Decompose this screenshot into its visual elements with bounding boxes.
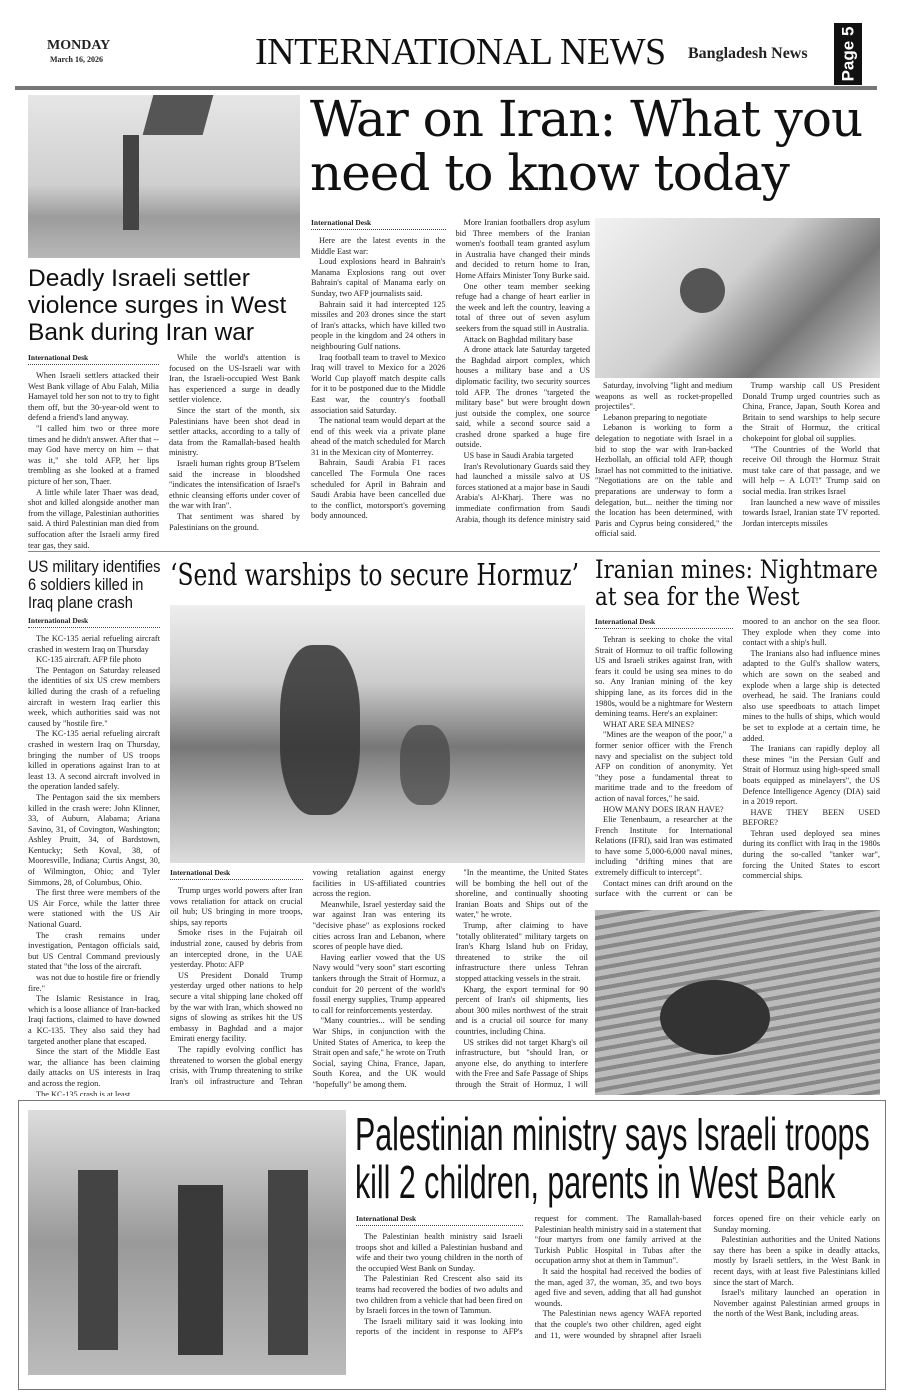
article-paragraph: KC-135 aircraft. AFP file photo	[36, 655, 142, 665]
article-paragraph: WHAT ARE SEA MINES?	[603, 719, 694, 729]
byline: International Desk	[28, 616, 160, 628]
article-paragraph: That sentiment was shared by Palestinians on the ground.	[169, 511, 300, 532]
article-paragraph: The Iranians can rapidly deploy all these mines "in the Persian Gulf and Strait of Hormuz using high-speed small boats equipped as minelayers", the US Defence Intelligence Agency (DIA) said in a 2019 report.	[742, 744, 880, 807]
article-paragraph: Tehran used deployed sea mines during its conflict with Iraq in the 1980s during the so-called "tanker war", forcing the United States to escort commercial ships.	[742, 828, 880, 881]
issue-date: March 16, 2026	[50, 55, 103, 64]
article-paragraph: Iraq football team to travel to Mexico Iraq will travel to Mexico for a 2026 World Cup playoff match despite calls for it to be postponed due to the Middle East war, the country's football association said Saturday.	[311, 352, 446, 415]
article-paragraph: Trump, after claiming to have "totally obliterated" military targets on Iran's Kharg Island hub on Friday, threatened to strike the oil infrastructure there unless Tehran stopped attacking vessels in the strait.	[455, 920, 588, 983]
article-paragraph: was not due to hostile fire or friendly fire."	[28, 973, 160, 993]
section-title: INTERNATIONAL NEWS	[255, 31, 666, 73]
article-paragraph: The first three were members of the US Air Force, while the latter three were stationed with the US Air National Guard.	[28, 888, 160, 930]
article-paragraph: Attack on Baghdad military base	[463, 334, 573, 344]
newspaper-brand: Bangladesh News	[688, 45, 808, 62]
article-paragraph: The Israeli military said it was looking into reports of the incident in response to AFP's request for comment. The Ramallah-based Palestinian health ministry said in a statement that "four martyrs from one family arrived at the Turkish Public Hospital in Tubas after the occupation army shot at them in Tammun".	[356, 1214, 702, 1337]
article-paragraph: The KC-135 crash is at least.	[36, 1089, 133, 1096]
article-paragraph: Trump urges world powers after Iran vows retaliation for attack on crucial oil hub; US bringing in more troops, ships, say reports	[170, 886, 303, 927]
article-paragraph: Bahrain said it had intercepted 125 missiles and 203 drones since the start of Iran's attacks, which have killed two people in the kingdom and 24 others in neighbouring Gulf nations.	[311, 299, 446, 351]
sea-mine-shape	[660, 980, 770, 1055]
article-paragraph: Since the start of the Middle East war, the alliance has been claiming daily attacks on US interests in Iraq and across the region.	[28, 1047, 160, 1088]
article-paragraph: The national team would depart at the end of this week via a private plane ahead of the match scheduled for March 31 in the Mexican city of Monterrey.	[311, 416, 446, 457]
palestine-headline: Palestinian ministry says Israeli troops kill 2 children, parents in West Bank	[355, 1108, 870, 1208]
byline: International Desk	[595, 617, 733, 629]
hormuz-article-body	[170, 868, 588, 1096]
article-paragraph: "The Countries of the World that receive Oil through the Hormuz Strait must take care of that passage, and we will help -- A LOT!" Trump said on social media. Iran strikes Israel	[742, 444, 880, 496]
newspaper-stand-photo	[595, 218, 880, 378]
article-paragraph: The Pentagon said the six members killed in the crash were: John Klinner, 33, of Auburn, Alabama; Ariana Savino, 31, of Covington, Washington; Ashley Pruitt, 34, of Bardstown, Kentucky; Seth Koval, 38, of Mooresville, Indiana; Curtis Angst, 30, of Wilmington, Ohio; and Tyler Simmons, 28, of Columbus, Ohio.	[28, 792, 160, 887]
us-military-article-body	[28, 616, 160, 1096]
palestine-article-body	[356, 1214, 880, 1344]
article-paragraphs	[28, 353, 300, 553]
article-paragraph: Lebanon is working to form a delegation to negotiate with Israel in a bid to stop the war with Iran-backed Hezbollah, an official told AFP, though Israel has not committed to the initiative. "Negotiations are on the table and preparations are underway to form a delegation, but... neither the timing nor the location has been determined, with Paris and Cyprus being considered," the official said.	[595, 423, 733, 539]
article-paragraph: The KC-135 aerial refueling aircraft crashed in western Iraq on Thursday, bringing the number of US troops killed in operations against Iran to at least 13. A second aircraft involved in the operation landed safely.	[28, 729, 160, 792]
article-paragraph: "I called him two or three more times and he didn't answer. After that -- may God have mercy on him -- that was it," she told AFP, her lips trembling as she looked at a framed picture of her son, Thaer.	[28, 423, 159, 486]
article-paragraph: The KC-135 aerial refueling aircraft crashed in western Iraq on Thursday	[28, 634, 160, 654]
soldier-figure	[268, 1170, 308, 1355]
article-paragraph: Meanwhile, Israel yesterday said the war against Iran was entering its "decisive phase" as explosions rocked cities across Iran and Lebanon, where scores of people have died.	[312, 899, 446, 952]
article-paragraph: Saturday, involving "light and medium weapons as well as rocket-propelled projectiles".	[595, 381, 733, 412]
byline: International Desk	[170, 868, 303, 880]
mines-article-body	[595, 617, 880, 902]
child-figure	[123, 135, 139, 230]
soldiers-photo	[28, 1110, 346, 1375]
page-number-badge	[834, 23, 862, 85]
mines-headline: Iranian mines: Nightmare at sea for the West	[595, 555, 878, 611]
article-paragraph: "Mines are the weapon of the poor," a former senior officer with the French navy and specialist on the subject told AFP on condition of anonymity. Yet "they pose a fundamental threat to maritime trade and to the freedom of action of naval forces," he said.	[595, 730, 733, 803]
article-paragraph: The Palestinian health ministry said Israeli troops shot and killed a Palestinian husband and wife and their two young children in the north of the occupied West Bank on Sunday.	[356, 1232, 523, 1273]
article-paragraph: Elie Tenenbaum, a researcher at the French Institute for International Relations (IFRI), said Iran was estimated to have some 5,000-6,000 naval mines, including "drifting mines that are extremely difficult to intercept".	[595, 815, 733, 878]
article-paragraph: Contact mines can drift around on the surface with the current or can be moored to an anchor on the sea floor. They explode when they come into contact with a ship's hull.	[595, 617, 880, 899]
us-military-headline: US military identifies 6 soldiers killed in Iraq plane crash	[28, 557, 161, 612]
article-paragraph: The Palestinian news agency WAFA reported that the couple's two other children, aged eight and 11, were wounded by shrapnel after Israeli forces opened fire on their vehicle early on Sunday morning.	[534, 1214, 880, 1340]
sea-mine-photo	[595, 910, 880, 1095]
weekday: MONDAY	[47, 38, 111, 53]
flag-shape	[143, 95, 214, 135]
west-bank-photo	[28, 95, 300, 258]
article-paragraph: Tehran is seeking to choke the vital Strait of Hormuz to oil traffic following US and Israeli strikes against Iran, with fears it could be using sea mines to do so. Any Iranian mining of the key shipping lane, as its forces did in the 1980s, would be a nightmare for Western demining teams. Here's an explainer:	[595, 635, 733, 719]
smoke-column	[280, 645, 360, 815]
article-paragraph: When Israeli settlers attacked their West Bank village of Abu Falah, Milia Hamayel told her son not to try to fight them off, but the 30-year-old went to defend a friend's land anyway.	[28, 371, 159, 423]
main-headline: War on Iran: What you need to know today	[310, 90, 863, 202]
article-paragraphs	[311, 218, 590, 543]
article-paragraph: Israeli human rights group B'Tselem said the increase in bloodshed "indicates the intensification of Israel's ethnic cleansing efforts under cover of the war with Iran".	[169, 458, 300, 511]
hormuz-headline: ‘Send warships to secure Hormuz’	[170, 558, 580, 593]
article-paragraph: Bahrain, Saudi Arabia F1 races cancelled The Formula One races scheduled for April in Bahrain and Saudi Arabia have been cancelled due to the conflict, motorsport's governing body announced.	[311, 458, 446, 521]
byline: International Desk	[311, 218, 446, 230]
article-paragraph: The rapidly evolving conflict has threatened to worsen the global energy crisis, with Trump threatening to strike Iran's oil infrastructure and Tehran vowing retaliation against energy facilities in US-affiliated countries across the region.	[170, 868, 446, 1086]
main-article-body-a	[311, 218, 590, 543]
article-paragraph: HOW MANY DOES IRAN HAVE?	[603, 804, 724, 814]
article-paragraph: A drone attack late Saturday targeted the Baghdad airport complex, which houses a military base and a US diplomatic facility, two security sources told AFP. The drones "targeted the military base" but were brought down just outside the complex, one source said, while a second source said a crashed drone sparked a huge fire outside.	[455, 345, 590, 450]
article-paragraphs	[595, 617, 880, 902]
byline: International Desk	[28, 353, 159, 365]
article-paragraph: A little while later Thaer was dead, shot and killed alongside another man from the village, Palestinian authorities said. A third Palestinian man died from suffocation after the Israeli army fired tear gas, they said.	[28, 487, 159, 550]
article-paragraph: While the world's attention is focused on the US-Israeli war with Iran, the Israeli-occupied West Bank has experienced a surge in deadly settler violence.	[169, 353, 300, 405]
article-paragraph: US strikes did not target Kharg's oil infrastructure, but "should Iran, or anyone else, do anything to interfere with the Free and Safe Passage of Ships through the Strait of Hormuz, I will	[455, 1037, 588, 1089]
article-paragraph: "Many countries... will be sending War Ships, in conjunction with the United States of America, to keep the Strait open and safe," he wrote on Truth Social, saying China, France, Japan, South Korea, and the UK would "hopefully" be among them.	[312, 1016, 446, 1089]
explosion-image-shape	[680, 268, 725, 313]
article-paragraph: "In the meantime, the United States will be bombing the hell out of the shoreline, and continually shooting Iranian Boats and Ships out of the water," he wrote.	[455, 868, 588, 920]
article-paragraph: The Iranians also had influence mines adapted to the Gulf's shallow waters, which are sown on the seabed and explode when a large ship is detected overhead, he said. The Iranians could also use speedboats to attach limpet mines to the hulls of ships, which would be set to explode at a certain time, he added.	[742, 648, 880, 743]
article-paragraphs	[595, 381, 880, 546]
article-paragraph: US President Donald Trump yesterday urged other nations to help secure a vital shipping lane choked off by the war with Iran, which showed no signs of slowing as strikes hit the US embassy in Baghdad and a major Emirati energy facility.	[170, 970, 303, 1044]
main-article-body-b	[595, 381, 880, 546]
article-paragraph: The crash remains under investigation, Pentagon officials said, but US Central Command previously stated that "the loss of the aircraft.	[28, 930, 160, 972]
article-paragraph: Lebanon preparing to negotiate	[603, 412, 707, 422]
article-paragraph: Loud explosions heard in Bahrain's Manama Explosions rang out over Bahrain's capital of Manama early on Sunday, two AFP journalists said.	[311, 257, 446, 298]
article-paragraph: Iran's Revolutionary Guards said they had launched a missile salvo at US forces stationed at a major base in Saudi Arabia's Al-Kharj. There was no immediate confirmation from Saudi Arabia, though its defence ministry said	[455, 461, 590, 524]
article-paragraph: HAVE THEY BEEN USED BEFORE?	[742, 807, 880, 828]
fujairah-smoke-photo	[170, 605, 585, 863]
article-paragraph: Kharg, the export terminal for 90 percent of Iran's oil shipments, lies about 300 miles northwest of the strait and is a crucial oil source for many countries, including China.	[455, 984, 588, 1036]
article-paragraph: One other team member seeking refuge had a change of heart earlier in the week and left the country, leaving a total of three out of seven asylum seekers from the squad still in Australia.	[455, 281, 590, 333]
article-paragraph: Here are the latest events in the Middle East war:	[311, 236, 446, 256]
article-paragraph: Trump warship call US President Donald Trump urged countries such as China, France, Japan, South Korea and Britain to send warships to help secure the Strait of Hormuz, the critical chokepoint for global oil supplies.	[742, 381, 880, 443]
smoke-column	[400, 725, 450, 805]
article-paragraph: It said the hospital had received the bodies of the man, aged 37, the woman, 35, and two boys aged five and seven, adding that all had gunshot wounds.	[534, 1266, 702, 1308]
article-paragraph: Since the start of the month, six Palestinians have been shot dead in settler attacks, according to a tally of data from the Ramallah-based health ministry.	[169, 405, 300, 458]
settler-article-body	[28, 353, 300, 553]
article-paragraphs	[356, 1214, 880, 1344]
article-paragraph: Palestinian authorities and the United Nations say there has been a spike in deadly attacks, mostly by Israeli settlers, in the West Bank in recent days, with at least five Palestinians killed since the start of March.	[713, 1235, 880, 1287]
settler-headline: Deadly Israeli settler violence surges in West Bank during Iran war	[28, 265, 287, 346]
soldier-figure	[78, 1170, 118, 1350]
article-paragraph: Having earlier vowed that the US Navy would "very soon" start escorting tankers through the Strait of Hormuz, a conduit for 20 percent of the world's fossil energy supplies, Trump appeared to call for reinforcements yesterday.	[312, 952, 446, 1015]
byline: International Desk	[356, 1214, 523, 1226]
soldier-figure	[178, 1185, 223, 1355]
article-paragraph: Iran launched a new wave of missiles towards Israel, Iranian state TV reported. Jordan intercepts missiles	[742, 497, 880, 528]
article-paragraph: Israel's military launched an operation in November against Palestinian armed groups in the north of the West Bank, including areas.	[713, 1288, 880, 1319]
article-paragraph: The Pentagon on Saturday released the identities of six US crew members killed during the crash of a refueling aircraft in western Iraq earlier this week, which authorities said was not caused by "hostile fire."	[28, 665, 160, 728]
section-divider	[28, 551, 880, 552]
article-paragraph: More Iranian footballers drop asylum bid Three members of the Iranian women's football team granted asylum in Australia have changed their minds and decided to return home to Iran, Home Affairs Minister Tony Burke said.	[455, 218, 590, 280]
article-paragraphs	[170, 868, 588, 1096]
article-paragraph: US base in Saudi Arabia targeted	[463, 451, 574, 461]
article-paragraph: The Palestinian Red Crescent also said its teams had recovered the bodies of two adults and two children from a vehicle that had been fired on by Israeli forces in the town of Tammun.	[356, 1274, 523, 1316]
page-number: Page 5	[838, 26, 857, 82]
article-paragraph: Smoke rises in the Fujairah oil industrial zone, caused by debris from an intercepted drone, in the UAE yesterday. Photo: AFP	[170, 928, 303, 970]
article-paragraphs	[28, 634, 160, 1096]
article-paragraph: The Islamic Resistance in Iraq, which is a loose alliance of Iran-backed Iraqi factions, claimed to have downed a KC-135. They also said they had targeted another plane that escaped.	[28, 994, 160, 1046]
